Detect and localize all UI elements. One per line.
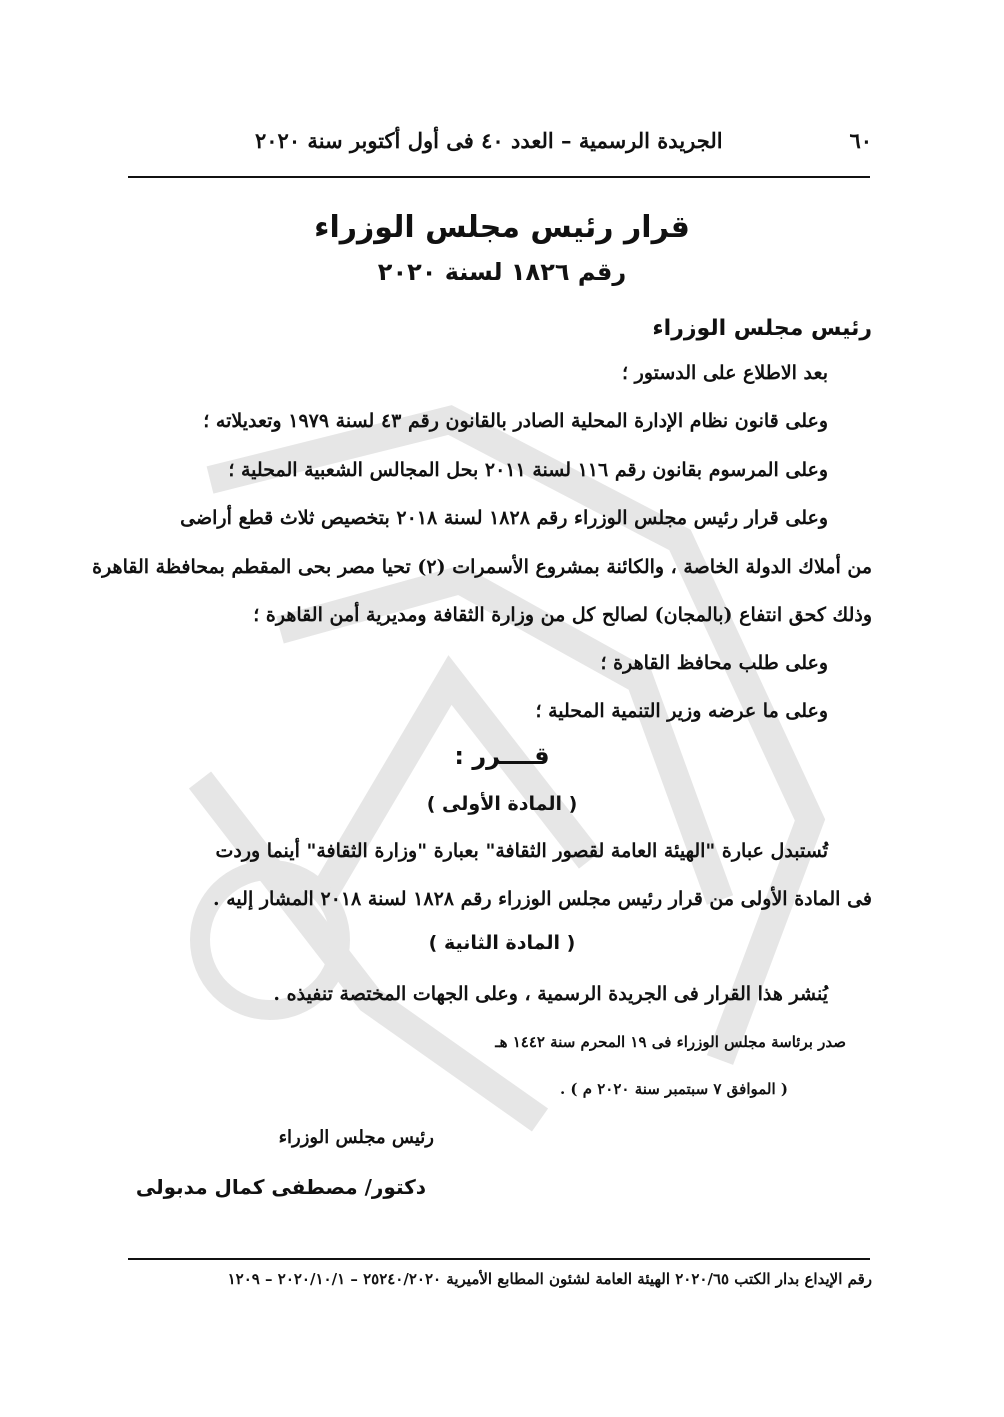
- signature-title: رئيس مجلس الوزراء: [278, 1127, 434, 1148]
- preamble-line-2: وعلى قانون نظام الإدارة المحلية الصادر بالقانون رقم ٤٣ لسنة ١٩٧٩ وتعديلاته ؛: [203, 410, 828, 432]
- preamble-line-1: بعد الاطلاع على الدستور ؛: [622, 362, 828, 384]
- preamble-line-7: وعلى طلب محافظ القاهرة ؛: [600, 652, 828, 674]
- issued-date-hijri: صدر برئاسة مجلس الوزراء فى ١٩ المحرم سنة ١٤٤٢ هـ: [495, 1033, 846, 1051]
- article-1-line-2: فى المادة الأولى من قرار رئيس مجلس الوزراء رقم ١٨٢٨ لسنة ٢٠١٨ المشار إليه .: [213, 888, 872, 910]
- preamble-line-3: وعلى المرسوم بقانون رقم ١١٦ لسنة ٢٠١١ بحل المجالس الشعبية المحلية ؛: [228, 459, 828, 481]
- decree-number: رقم ١٨٢٦ لسنة ٢٠٢٠: [377, 258, 627, 286]
- article-2-title: ( المادة الثانية ): [428, 932, 576, 954]
- page-number: ٦٠: [849, 128, 872, 153]
- header-title: الجريدة الرسمية – العدد ٤٠ فى أول أكتوبر سنة ٢٠٢٠: [255, 128, 723, 153]
- preamble-line-6: وذلك كحق انتفاع (بالمجان) لصالح كل من وزارة الثقافة ومديرية أمن القاهرة ؛: [253, 604, 872, 626]
- preamble-line-4: وعلى قرار رئيس مجلس الوزراء رقم ١٨٢٨ لسنة ٢٠١٨ بتخصيص ثلاث قطع أراضى: [180, 507, 828, 529]
- decided-heading: قــــرر :: [454, 742, 550, 770]
- article-2-line-1: يُنشر هذا القرار فى الجريدة الرسمية ، وعلى الجهات المختصة تنفيذه .: [273, 983, 828, 1005]
- decree-title: قرار رئيس مجلس الوزراء: [314, 210, 690, 245]
- issued-date-gregorian: ( الموافق ٧ سبتمبر سنة ٢٠٢٠ م ) .: [559, 1080, 788, 1098]
- footer-rule: [128, 1258, 870, 1260]
- article-1-title: ( المادة الأولى ): [426, 793, 578, 815]
- header-rule: [128, 176, 870, 178]
- preamble-line-5: من أملاك الدولة الخاصة ، والكائنة بمشروع الأسمرات (٢) تحيا مصر بحى المقطم بمحافظة القاهرة: [92, 556, 872, 578]
- page-header: [255, 128, 872, 168]
- footer-deposit-number: رقم الإيداع بدار الكتب ٢٠٢٠/٦٥ الهيئة العامة لشئون المطابع الأميرية ٢٥٢٤٠/٢٠٢٠ – ٢٠٢٠/١٠/١ – ١٢٠٩: [227, 1270, 872, 1288]
- issuer-heading: رئيس مجلس الوزراء: [652, 316, 872, 341]
- signature-name: دكتور/ مصطفى كمال مدبولى: [135, 1175, 426, 1199]
- article-1-line-1: تُستبدل عبارة "الهيئة العامة لقصور الثقافة" بعبارة "وزارة الثقافة" أينما وردت: [215, 840, 828, 862]
- preamble-line-8: وعلى ما عرضه وزير التنمية المحلية ؛: [535, 700, 828, 722]
